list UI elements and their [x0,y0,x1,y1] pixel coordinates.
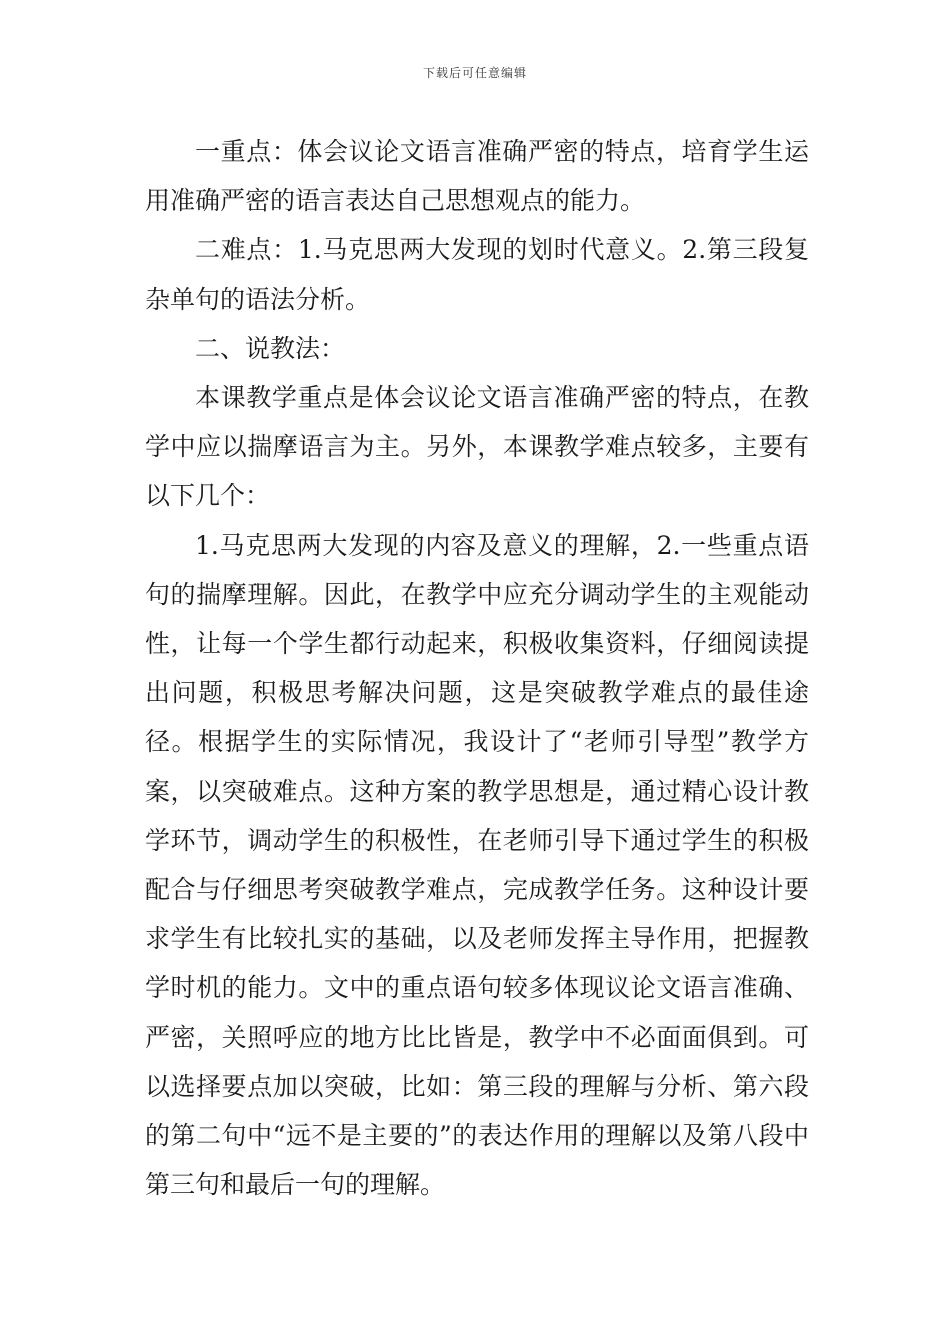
section-heading-teaching-method: 二、说教法： [195,333,346,363]
paragraph-teaching-plan: 1.马克思两大发现的内容及意义的理解，2.一些重点语句的揣摩理解。因此，在教学中应充分调动学生的主观能动性，让每一个学生都行动起来，积极收集资料，仔细阅读提出问题，积极思考解决问题，这是突破教学难点的最佳途径。根据学生的实际情况，我设计了“老师引导型”教学方案，以突破难点。这种方案的教学思想是，通过精心设计教学环节，调动学生的积极性，在老师引导下通过学生的积极配合与仔细思考突破教学难点，完成教学任务。这种设计要求学生有比较扎实的基础，以及老师发挥主导作用，把握教学时机的能力。文中的重点语句较多体现议论文语言准确、严密，关照呼应的地方比比皆是，教学中不必面面俱到。可以选择要点加以突破，比如：第三段的理解与分析、第六段的第二句中“远不是主要的”的表达作用的理解以及第八段中第三句和最后一句的理解。 [145,530,809,1200]
page-header: 下载后可任意编辑 [422,66,527,80]
paragraph-teaching-focus: 本课教学重点是体会议论文语言准确严密的特点，在教学中应以揣摩语言为主。另外，本课教学难点较多，主要有以下几个： [145,383,809,511]
document-body [145,127,809,1209]
paragraph-key-point: 一重点：体会议论文语言准确严密的特点，培育学生运用准确严密的语言表达自己思想观点的能力。 [145,137,809,216]
paragraph-difficult-point: 二难点：1.马克思两大发现的划时代意义。2.第三段复杂单句的语法分析。 [145,235,809,314]
